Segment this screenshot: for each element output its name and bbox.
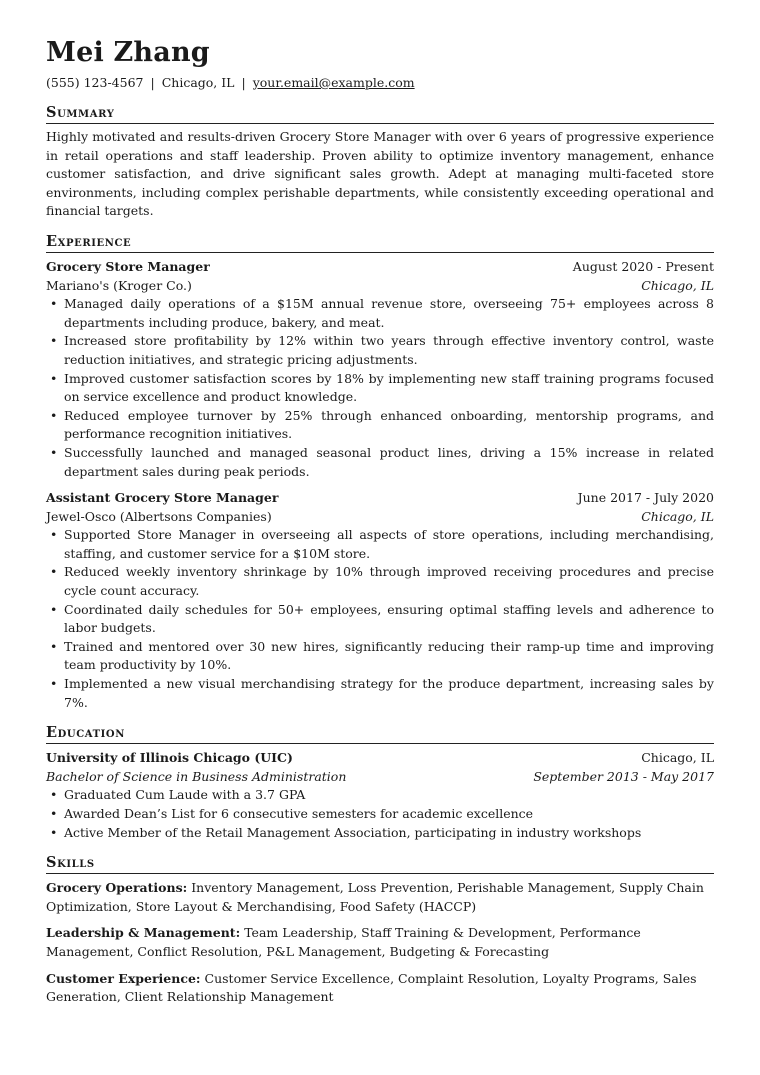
- job-bullets: [46, 295, 714, 481]
- separator: |: [150, 75, 155, 90]
- list-item: • Graduated Cum Laude with a 3.7 GPA: [64, 786, 714, 805]
- list-item: • Supported Store Manager in overseeing all aspects of store operations, including merchandising, staffing, and customer service for a $10M store.: [64, 526, 714, 563]
- education-bullets: [46, 786, 714, 842]
- job-dates: June 2017 - July 2020: [577, 490, 714, 506]
- job-location: Chicago, IL: [641, 508, 714, 524]
- phone: (555) 123-4567: [46, 75, 144, 90]
- job-subheader: [46, 277, 714, 296]
- education-header: [46, 749, 714, 768]
- skill-label: Grocery Operations:: [46, 880, 188, 896]
- summary-text: Highly motivated and results-driven Grocery Store Manager with over 6 years of progressive experience in retail operations and staff leadership. Proven ability to optimize inventory management, enhance customer satisfaction, and drive significant sales growth. Adept at managing multi-faceted store environments, including complex perishable departments, while consistently exceeding operational and financial targets.: [46, 129, 714, 219]
- list-item: • Reduced employee turnover by 25% through enhanced onboarding, mentorship programs, and performance recognition initiatives.: [64, 407, 714, 444]
- contact-line: [46, 74, 714, 92]
- separator: |: [241, 75, 246, 90]
- education-entry: [46, 749, 714, 842]
- skill-text: Team Leadership, Staff Training & Development, Performance Management, Conflict Resolution, P&L Management, Budgeting & Forecasting: [46, 925, 641, 959]
- education-subheader: [46, 768, 714, 787]
- list-item: • Awarded Dean’s List for 6 consecutive semesters for academic excellence: [64, 805, 714, 824]
- section-title-education: Education: [46, 724, 714, 744]
- job-dates: August 2020 - Present: [572, 258, 714, 274]
- email-link[interactable]: your.email@example.com: [252, 75, 415, 90]
- location: Chicago, IL: [161, 75, 235, 90]
- school-location: Chicago, IL: [641, 750, 714, 766]
- job-header: [46, 489, 714, 508]
- job-company: Jewel-Osco (Albertsons Companies): [46, 508, 272, 524]
- skill-text: Customer Service Excellence, Complaint Resolution, Loyalty Programs, Sales Generation, Client Relationship Management: [46, 970, 697, 1005]
- job-bullets: [46, 526, 714, 712]
- candidate-name: Mei Zhang: [46, 37, 210, 68]
- skill-group: [46, 970, 714, 1007]
- job-company: Mariano's (Kroger Co.): [46, 277, 192, 293]
- skill-text: Inventory Management, Loss Prevention, Perishable Management, Supply Chain Optimization, Store Layout & Merchandising, Food Safety (HACCP): [46, 880, 704, 914]
- school-name: University of Illinois Chicago (UIC): [46, 750, 293, 766]
- list-item: • Reduced weekly inventory shrinkage by 10% through improved receiving procedures and precise cycle count accuracy.: [64, 563, 714, 600]
- list-item: • Active Member of the Retail Management Association, participating in industry workshops: [64, 824, 714, 843]
- job-role: Grocery Store Manager: [46, 258, 210, 274]
- list-item: • Implemented a new visual merchandising strategy for the produce department, increasing sales by 7%.: [64, 675, 714, 712]
- skill-group: [46, 879, 714, 916]
- job-subheader: [46, 508, 714, 527]
- job-location: Chicago, IL: [641, 277, 714, 293]
- section-title-skills: Skills: [46, 854, 714, 874]
- list-item: • Successfully launched and managed seasonal product lines, driving a 15% increase in related department sales during peak periods.: [64, 444, 714, 481]
- section-title-summary: Summary: [46, 104, 714, 124]
- list-item: • Improved customer satisfaction scores by 18% by implementing new staff training programs focused on service excellence and product knowledge.: [64, 370, 714, 407]
- list-item: • Managed daily operations of a $15M annual revenue store, overseeing 75+ employees across 8 departments including produce, bakery, and meat.: [64, 295, 714, 332]
- skill-label: Leadership & Management:: [46, 925, 241, 941]
- list-item: • Coordinated daily schedules for 50+ employees, ensuring optimal staffing levels and adherence to labor budgets.: [64, 601, 714, 638]
- skill-group: [46, 924, 714, 961]
- list-item: • Trained and mentored over 30 new hires, significantly reducing their ramp-up time and improving team productivity by 10%.: [64, 638, 714, 675]
- job-role: Assistant Grocery Store Manager: [46, 490, 279, 506]
- section-title-experience: Experience: [46, 233, 714, 253]
- skill-label: Customer Experience:: [46, 970, 201, 986]
- job-header: [46, 258, 714, 277]
- list-item: • Increased store profitability by 12% within two years through effective inventory control, waste reduction initiatives, and strategic pricing adjustments.: [64, 332, 714, 369]
- job-entry: [46, 258, 714, 481]
- degree: Bachelor of Science in Business Administration: [46, 768, 347, 784]
- education-dates: September 2013 - May 2017: [533, 768, 714, 784]
- job-entry: [46, 489, 714, 712]
